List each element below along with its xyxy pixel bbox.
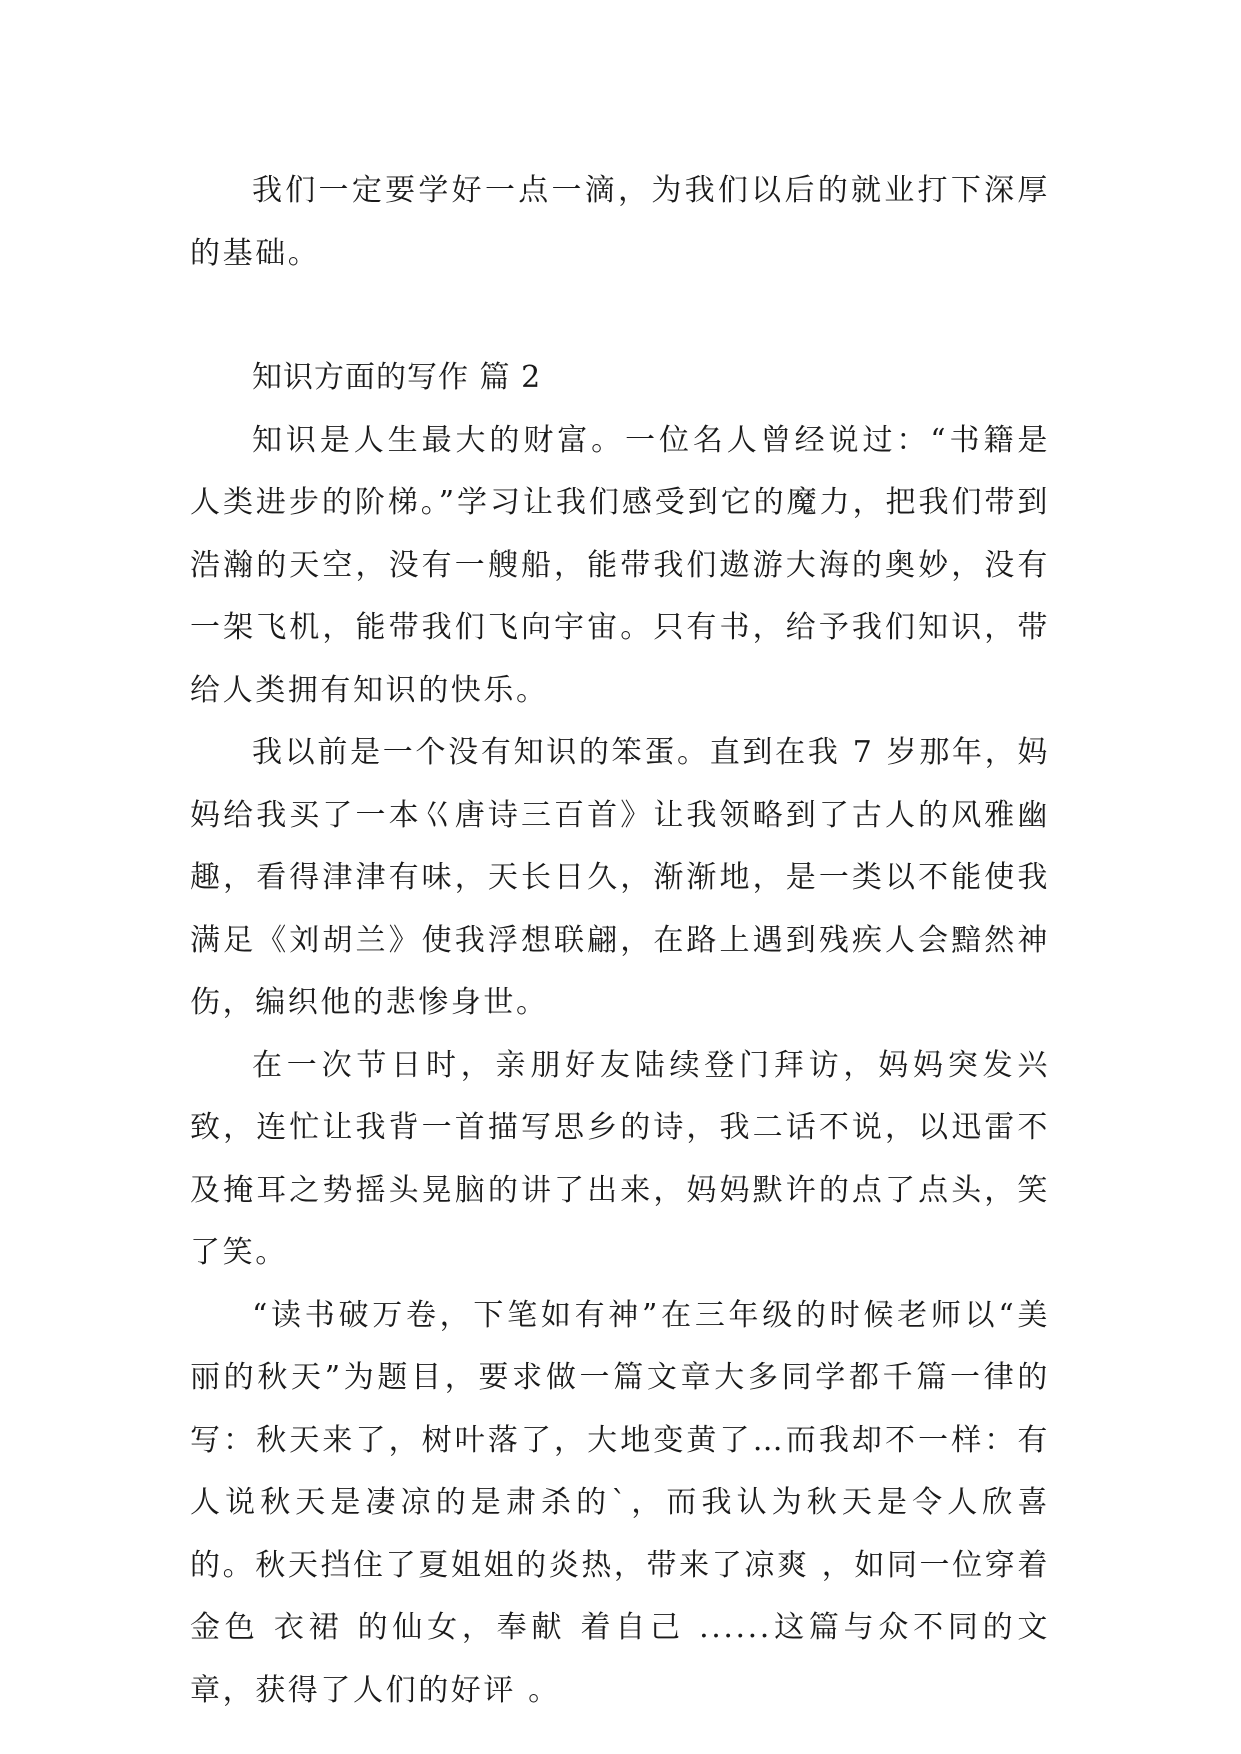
section-heading: 知识方面的写作 篇 2 (252, 360, 542, 395)
document-page (190, 160, 1050, 1722)
paragraph-intro: 我们一定要学好一点一滴，为我们以后的就业打下深厚的基础。 (190, 173, 1050, 271)
paragraph-1: 知识是人生最大的财富。一位名人曾经说过：“书籍是人类进步的阶梯。”学习让我们感受到它的魔力，把我们带到浩瀚的天空，没有一艘船，能带我们遨游大海的奥妙，没有一架飞机，能带我们飞向宇宙。只有书，给予我们知识，带给人类拥有知识的快乐。 (190, 422, 1050, 708)
paragraph-2: 我以前是一个没有知识的笨蛋。直到在我 7 岁那年，妈妈给我买了一本巜唐诗三百首》让我领略到了古人的风雅幽趣，看得津津有味，天长日久，渐渐地，是一类以不能使我满足《刘胡兰》使我浮想联翩，在路上遇到残疾人会黯然神伤，编织他的悲惨身世。 (190, 735, 1050, 1020)
paragraph-3: 在一次节日时，亲朋好友陆续登门拜访，妈妈突发兴致，连忙让我背一首描写思乡的诗，我二话不说，以迅雷不及掩耳之势摇头晃脑的讲了出来，妈妈默许的点了点头，笑了笑。 (190, 1047, 1050, 1270)
paragraph-4: “读书破万卷，下笔如有神”在三年级的时候老师以“美丽的秋天”为题目，要求做一篇文章大多同学都千篇一律的写：秋天来了，树叶落了，大地变黄了…而我却不一样：有人说秋天是凄凉的是肃杀的`，而我认为秋天是令人欣喜的。秋天挡住了夏姐姐的炎热，带来了凉爽 ，如同一位穿着金色 衣裙 的仙女，奉献 着自己 ......这篇与众不同的文章，获得了人们的好评 。 (190, 1297, 1050, 1708)
